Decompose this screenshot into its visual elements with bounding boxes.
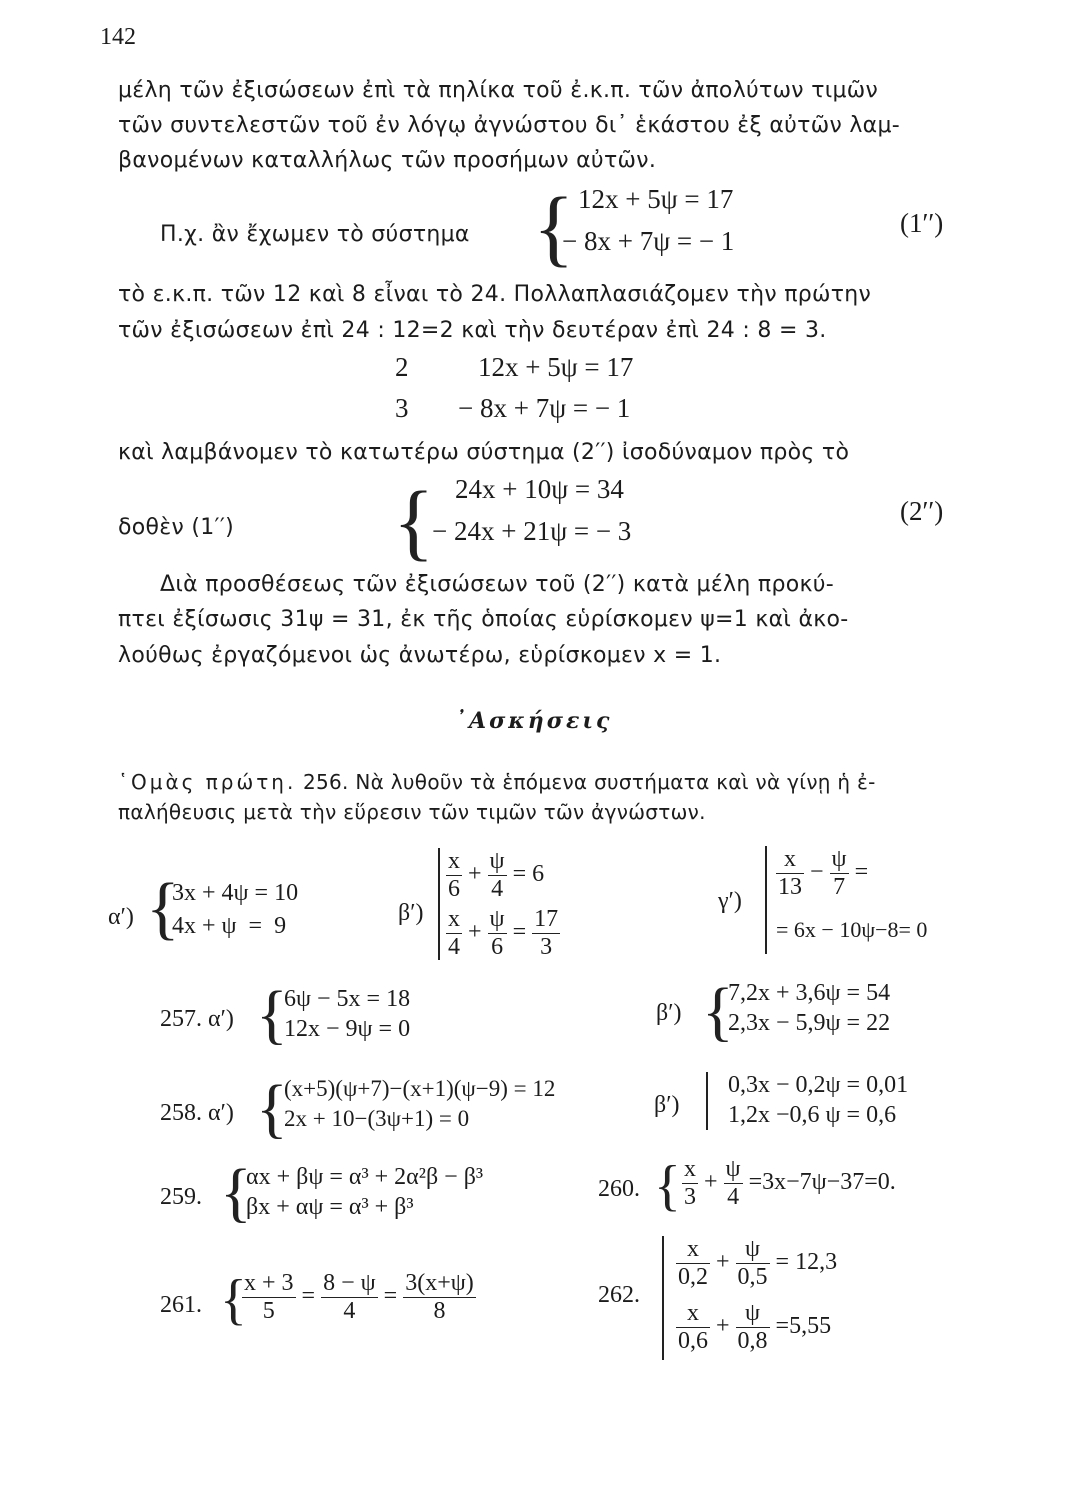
ex261-den2: 4 (321, 1297, 378, 1325)
ex258-b-eq1: 0,3x − 0,2ψ = 0,01 (728, 1072, 909, 1098)
b2-eq: = (512, 919, 527, 946)
para1-line1: μέλη τῶν ἐξισώσεων ἐπὶ τὰ πηλίκα τοῦ ἐ.κ.π. τῶν ἀπολύτων τιμῶν (118, 78, 879, 103)
ex262-row2 (676, 1300, 831, 1355)
ex257-a-eq2: 12x − 9ψ = 0 (284, 1016, 411, 1042)
ex260-num: 260. (598, 1176, 640, 1202)
ex258-b-bar (706, 1072, 708, 1130)
ex257-b-eq2: 2,3x − 5,9ψ = 22 (728, 1010, 891, 1036)
ex261-num3: 3(x+ψ) (405, 1270, 474, 1296)
system2-brace: { (393, 473, 435, 569)
ex262-r1-num2: ψ (745, 1236, 761, 1262)
ex262-r1-den2: 0,5 (737, 1264, 768, 1290)
ex262-r2-den2: 0,8 (737, 1328, 768, 1354)
para2-line2: τῶν ἐξισώσεων ἐπὶ 24 : 12=2 καὶ τὴν δευτέραν ἐπὶ 24 : 8 = 3. (118, 318, 827, 343)
ex262-r1-plus: + (716, 1249, 730, 1276)
b2-num1: x (448, 906, 460, 932)
ex258-a-eq2: 2x + 10−(3ψ+1) = 0 (284, 1106, 470, 1131)
mult-eq2: − 8x + 7ψ = − 1 (458, 393, 631, 423)
b2-plus: + (468, 919, 482, 946)
ex258-b-eq2: 1,2x −0,6 ψ = 0,6 (728, 1102, 897, 1128)
ex259-eq2: βx + αψ = α³ + β³ (246, 1194, 414, 1220)
ex261-eq2: = (383, 1283, 398, 1310)
ex257-a-brace: { (256, 978, 288, 1051)
ex257-b-eq1: 7,2x + 3,6ψ = 54 (728, 980, 891, 1006)
example-intro: Π.χ. ἂν ἔχωμεν τὸ σύστημα (160, 222, 470, 247)
ex259-brace: { (220, 1156, 252, 1229)
ex261-num1: x + 3 (244, 1270, 294, 1296)
ex256-a-label: α′) (108, 904, 134, 930)
example-eq1: 12x + 5ψ = 17 (578, 184, 734, 214)
ex262-row1 (676, 1236, 837, 1291)
ex261-den1: 5 (242, 1297, 296, 1325)
b1-num1: x (448, 848, 460, 874)
c1-num1: x (784, 846, 796, 872)
ex261-eq1: = (301, 1283, 316, 1310)
b1-den1: 6 (448, 876, 460, 902)
b1-plus: + (468, 861, 482, 888)
ex261-brace: { (220, 1269, 247, 1331)
ex262-r2-num1: x (687, 1300, 699, 1326)
system2-intro: δοθὲν (1′′) (118, 515, 235, 540)
example-eq2: − 8x + 7ψ = − 1 (562, 226, 735, 256)
c1-eq: = (854, 859, 869, 886)
group-text-1: 256. Νὰ λυθοῦν τὰ ἑπόμενα συστήματα καὶ νὰ γίνῃ ἡ ἐ- (302, 770, 876, 794)
b2-den3: 3 (532, 933, 560, 961)
ex257-b-label: β′) (656, 1000, 682, 1026)
ex259-num: 259. (160, 1184, 202, 1210)
ex260-rhs: =3x−7ψ−37=0. (748, 1169, 896, 1196)
ex256-a-eq2: 4x + ψ = 9 (172, 913, 287, 939)
mult-eq1: 12x + 5ψ = 17 (478, 352, 634, 382)
group-line1 (118, 770, 876, 794)
ex256-b-row2 (446, 906, 560, 961)
para3: καὶ λαμβάνομεν τὸ κατωτέρω σύστημα (2′′) ἰσοδύναμον πρὸς τὸ (118, 440, 850, 465)
system-brace: { (533, 179, 575, 275)
ex257-b-brace: { (702, 975, 734, 1048)
para2-line1: τὸ ε.κ.π. τῶν 12 καὶ 8 εἶναι τὸ 24. Πολλαπλασιάζομεν τὴν πρώτην (118, 282, 872, 307)
system2-label: (2′′) (900, 496, 944, 526)
b2-den2: 6 (488, 933, 507, 961)
ex256-b-label: β′) (398, 900, 424, 926)
ex260-brace: { (654, 1155, 681, 1217)
c1-den2: 7 (830, 873, 849, 901)
ex262-r2-den1: 0,6 (678, 1328, 708, 1354)
ex257-a-eq1: 6ψ − 5x = 18 (284, 986, 411, 1012)
ex261-num2: 8 − ψ (323, 1270, 376, 1296)
multiplier-2: 3 (395, 393, 409, 423)
page-number: 142 (100, 24, 136, 50)
c1-den1: 13 (778, 874, 802, 900)
ex256-c-label: γ′) (718, 888, 742, 914)
ex258-a-eq1: (x+5)(ψ+7)−(x+1)(ψ−9) = 12 (284, 1076, 556, 1101)
ex262-num: 262. (598, 1282, 640, 1308)
ex262-r1-den1: 0,2 (678, 1264, 708, 1290)
ex256-b-bar (438, 848, 440, 960)
ex262-r2-rhs: =5,55 (775, 1313, 832, 1340)
b2-den1: 4 (448, 934, 460, 960)
para1-line2: τῶν συντελεστῶν τοῦ ἐν λόγῳ ἀγνώστου δι᾽ ἑκάστου ἐξ αὐτῶν λαμ- (118, 113, 900, 138)
ex258-num: 258. α′) (160, 1100, 234, 1126)
ex260-num2: ψ (725, 1156, 741, 1182)
ex262-r1-num1: x (687, 1236, 699, 1262)
ex256-b-row1 (446, 848, 544, 903)
exercises-title: ᾿Ασκήσεις (455, 708, 613, 734)
ex262-r2-plus: + (716, 1313, 730, 1340)
ex256-a-brace: { (146, 870, 180, 947)
para4-line3: λούθως ἐργαζόμενοι ὡς ἀνωτέρω, εὑρίσκομεν x = 1. (118, 643, 722, 668)
b2-num3: 17 (534, 906, 559, 932)
ex262-r1-rhs: = 12,3 (775, 1249, 838, 1276)
group-label: ῾Ομὰς πρώτη. (118, 770, 297, 794)
group-line2: παλήθευσις μετὰ τὴν εὕρεσιν τῶν τιμῶν τῶν ἀγνώστων. (118, 800, 706, 824)
ex261-den3: 8 (403, 1297, 476, 1325)
ex256-c-bar (765, 846, 767, 954)
ex258-a-brace: { (256, 1072, 288, 1145)
b1-num2: ψ (489, 848, 505, 874)
para4-line1: Διὰ προσθέσεως τῶν ἐξισώσεων τοῦ (2′′) κατὰ μέλη προκύ- (160, 572, 835, 597)
ex260-num1: x (684, 1156, 696, 1182)
ex258-b-label: β′) (654, 1092, 680, 1118)
ex260-den2: 4 (724, 1183, 743, 1211)
para4-line2: πτει ἐξίσωσις 31ψ = 31, ἐκ τῆς ὁποίας εὑρίσκομεν ψ=1 καὶ ἀκο- (118, 607, 849, 632)
ex256-a-eq1: 3x + 4ψ = 10 (172, 880, 299, 906)
c1-minus: − (810, 859, 824, 886)
para1-line3: βανομένων καταλλήλως τῶν προσήμων αὐτῶν. (118, 148, 657, 173)
ex259-eq1: αx + βψ = α³ + 2α²β − β³ (246, 1164, 484, 1190)
ex260-plus: + (704, 1169, 718, 1196)
ex257-num: 257. α′) (160, 1006, 234, 1032)
ex262-bar (662, 1236, 664, 1360)
b1-rhs: = 6 (512, 861, 545, 888)
ex256-c-row1 (776, 846, 868, 901)
c1-num2: ψ (831, 846, 847, 872)
system2-eq2: − 24x + 21ψ = − 3 (432, 516, 632, 546)
ex256-c-row2: = 6x − 10ψ−8= 0 (776, 917, 928, 942)
ex262-r2-num2: ψ (745, 1300, 761, 1326)
ex260-row (682, 1156, 896, 1211)
ex261-row (242, 1270, 476, 1325)
b2-num2: ψ (489, 906, 505, 932)
ex260-den1: 3 (684, 1184, 696, 1210)
example-label: (1′′) (900, 208, 944, 238)
multiplier-1: 2 (395, 352, 409, 382)
ex261-num: 261. (160, 1292, 202, 1318)
system2-eq1: 24x + 10ψ = 34 (455, 474, 624, 504)
b1-den2: 4 (488, 875, 507, 903)
